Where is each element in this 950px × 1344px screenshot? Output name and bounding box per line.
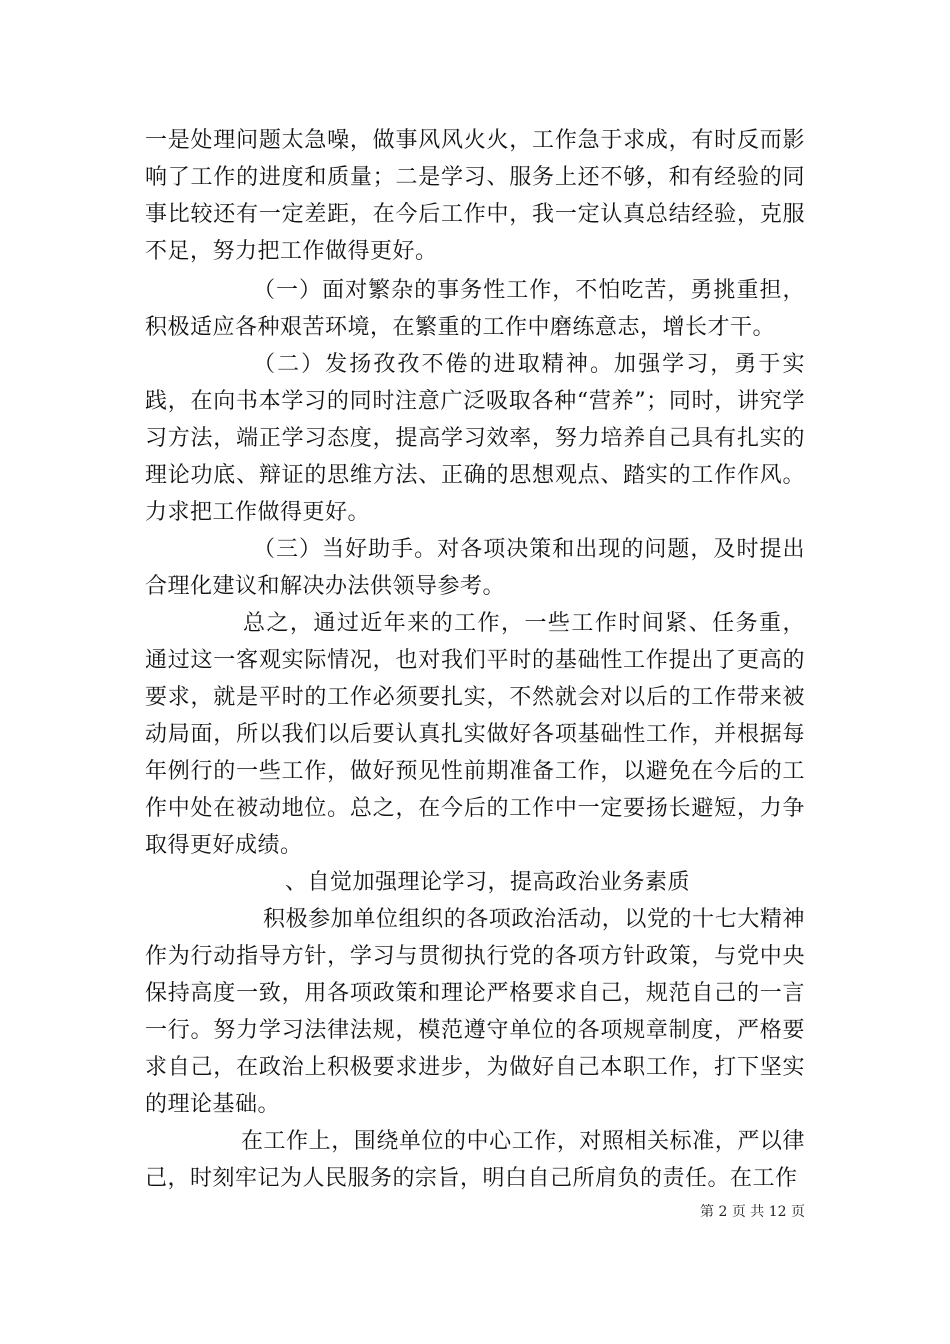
paragraph-problems: 一是处理问题太急噪，做事风风火火，工作急于求成，有时反而影响了工作的进度和质量；二是学习、服务上还不够，和有经验的同事比较还有一定差距，在今后工作中，我一定认真总结经验，克服不足，努力把工作做得更好。: [145, 128, 805, 264]
page-footer: 第 2 页 共 12 页: [700, 1204, 805, 1220]
paragraph-item-two: （二）发扬孜孜不倦的进取精神。加强学习，勇于实践，在向书本学习的同时注意广泛吸取各种“营养”；同时，讲究学习方法，端正学习态度，提高学习效率，努力培养自己具有扎实的理论功底、辩证的思维方法、正确的思想观点、踏实的工作作风。力求把工作做得更好。: [145, 352, 805, 525]
paragraph-item-one: （一）面对繁杂的事务性工作，不怕吃苦，勇挑重担，积极适应各种艰苦环境，在繁重的工作中磨练意志，增长才干。: [145, 278, 805, 340]
paragraph-item-three: （三）当好助手。对各项决策和出现的问题，及时提出合理化建议和解决办法供领导参考。: [145, 537, 805, 599]
paragraph-study: 积极参加单位组织的各项政治活动，以党的十七大精神作为行动指导方针，学习与贯彻执行党的各项方针政策，与党中央保持高度一致，用各项政策和理论严格要求自己，规范自己的一言一行。努力学习法律法规，模范遵守单位的各项规章制度，严格要求自己，在政治上积极要求进步，为做好自己本职工作，打下坚实的理论基础。: [145, 907, 805, 1117]
paragraph-work: 在工作上，围绕单位的中心工作，对照相关标准，严以律己，时刻牢记为人民服务的宗旨，明白自己所肩负的责任。在工作: [145, 1129, 805, 1191]
paragraph-summary: 总之，通过近年来的工作，一些工作时间紧、任务重，通过这一客观实际情况，也对我们平时的基础性工作提出了更高的要求，就是平时的工作必须要扎实，不然就会对以后的工作带来被动局面，所以我们以后要认真扎实做好各项基础性工作，并根据每年例行的一些工作，做好预见性前期准备工作，以避免在今后的工作中处在被动地位。总之，在今后的工作中一定要扬长避短，力争取得更好成绩。: [145, 611, 805, 858]
section-heading: 、自觉加强理论学习，提高政治业务素质: [285, 870, 691, 895]
document-body: [145, 122, 805, 1197]
